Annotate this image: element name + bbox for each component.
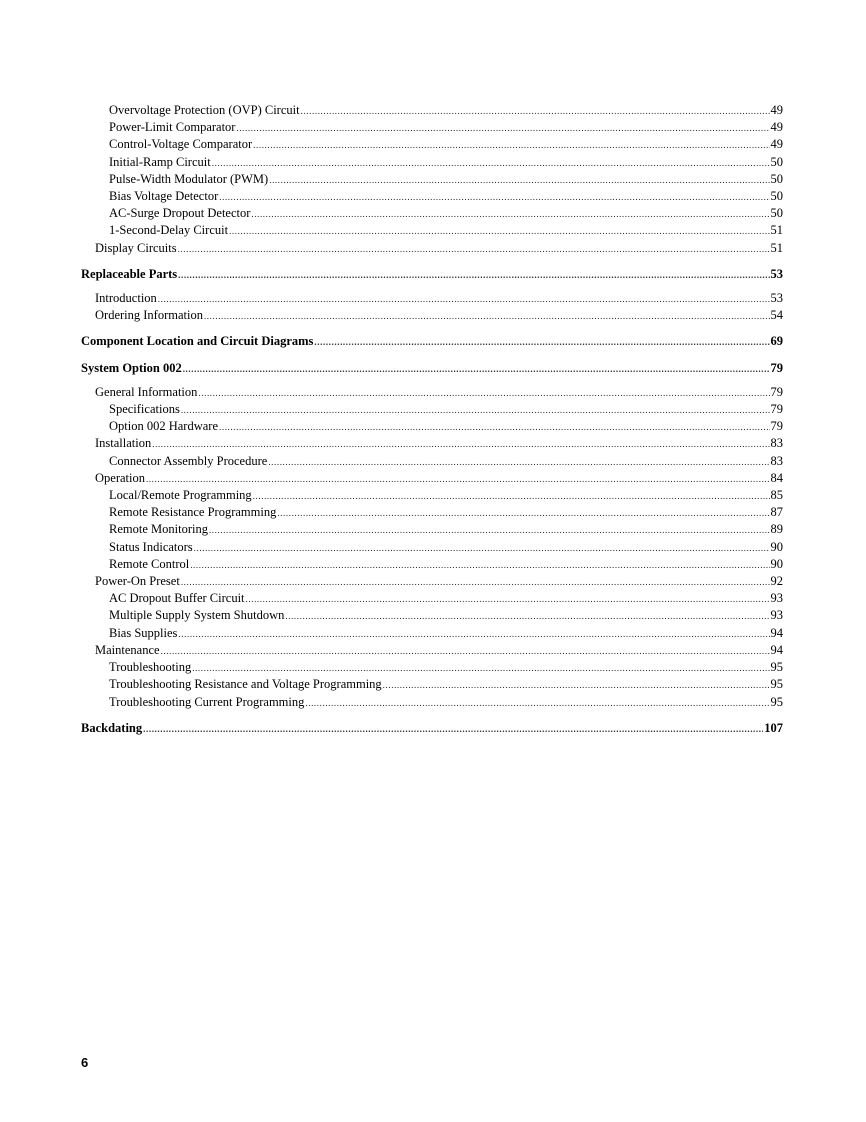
toc-entry-title: Control-Voltage Comparator xyxy=(109,137,253,152)
toc-entry-title: Power-On Preset xyxy=(95,574,180,589)
dot-leader xyxy=(204,308,770,324)
toc-entry-title: Power-Limit Comparator xyxy=(109,120,236,135)
toc-entry-title: Installation xyxy=(95,436,152,451)
toc-entry[interactable] xyxy=(81,642,783,659)
toc-entry-page: 107 xyxy=(764,720,783,735)
toc-entry-page: 95 xyxy=(770,660,783,675)
dot-leader xyxy=(143,721,763,737)
toc-entry[interactable] xyxy=(81,154,783,171)
toc-entry[interactable] xyxy=(81,607,783,624)
dot-leader xyxy=(253,488,770,504)
toc-entry-page: 93 xyxy=(770,591,783,606)
toc-entry-title: Operation xyxy=(95,470,145,485)
table-of-contents xyxy=(81,102,783,744)
dot-leader xyxy=(181,574,770,590)
toc-section-heading[interactable] xyxy=(81,720,783,737)
dot-leader xyxy=(192,660,769,676)
toc-entry[interactable] xyxy=(81,384,783,401)
toc-entry-page: 87 xyxy=(770,505,783,520)
toc-entry-title: Display Circuits xyxy=(95,240,177,255)
toc-entry-title: Bias Voltage Detector xyxy=(109,189,219,204)
dot-leader xyxy=(181,402,770,418)
toc-entry[interactable] xyxy=(81,470,783,487)
toc-entry[interactable] xyxy=(81,521,783,538)
toc-entry[interactable] xyxy=(81,222,783,239)
dot-leader xyxy=(178,626,769,642)
toc-entry-title: Option 002 Hardware xyxy=(109,419,218,434)
toc-section-heading[interactable] xyxy=(81,360,783,377)
toc-entry-title: Specifications xyxy=(109,402,180,417)
dot-leader xyxy=(209,522,770,538)
toc-entry[interactable] xyxy=(81,102,783,119)
toc-entry-title: Troubleshooting Current Programming xyxy=(109,694,305,709)
toc-entry-page: 79 xyxy=(770,384,783,399)
toc-entry-title: AC Dropout Buffer Circuit xyxy=(109,591,245,606)
toc-entry[interactable] xyxy=(81,188,783,205)
toc-entry-title: Pulse-Width Modulator (PWM) xyxy=(109,171,269,186)
toc-entry-page: 94 xyxy=(770,642,783,657)
toc-entry-page: 49 xyxy=(770,137,783,152)
toc-entry[interactable] xyxy=(81,573,783,590)
toc-entry-title: Ordering Information xyxy=(95,308,203,323)
toc-entry[interactable] xyxy=(81,435,783,452)
toc-entry-page: 83 xyxy=(770,436,783,451)
toc-entry-page: 93 xyxy=(770,608,783,623)
toc-entry-title: System Option 002 xyxy=(81,360,182,375)
toc-entry-page: 50 xyxy=(770,154,783,169)
toc-entry-title: General Information xyxy=(95,384,198,399)
dot-leader xyxy=(152,436,769,452)
toc-entry-page: 50 xyxy=(770,189,783,204)
dot-leader xyxy=(146,471,770,487)
toc-entry-page: 51 xyxy=(770,240,783,255)
toc-entry[interactable] xyxy=(81,676,783,693)
toc-entry-page: 79 xyxy=(770,402,783,417)
dot-leader xyxy=(212,155,770,171)
toc-entry-page: 90 xyxy=(770,539,783,554)
toc-entry-page: 84 xyxy=(770,470,783,485)
toc-entry[interactable] xyxy=(81,418,783,435)
toc-entry[interactable] xyxy=(81,504,783,521)
toc-entry-title: Troubleshooting xyxy=(109,660,192,675)
toc-entry-page: 69 xyxy=(770,334,783,349)
toc-entry-title: Connector Assembly Procedure xyxy=(109,453,268,468)
toc-entry[interactable] xyxy=(81,625,783,642)
dot-leader xyxy=(178,267,769,283)
toc-entry-page: 92 xyxy=(770,574,783,589)
toc-entry-title: Remote Resistance Programming xyxy=(109,505,277,520)
toc-entry-title: Remote Monitoring xyxy=(109,522,208,537)
toc-entry-title: Multiple Supply System Shutdown xyxy=(109,608,285,623)
toc-entry-title: Maintenance xyxy=(95,642,160,657)
toc-entry-page: 95 xyxy=(770,677,783,692)
toc-entry[interactable] xyxy=(81,401,783,418)
dot-leader xyxy=(219,419,770,435)
toc-entry-title: AC-Surge Dropout Detector xyxy=(109,206,251,221)
toc-entry-page: 53 xyxy=(770,266,783,281)
toc-entry-page: 53 xyxy=(770,291,783,306)
toc-entry[interactable] xyxy=(81,539,783,556)
toc-entry[interactable] xyxy=(81,205,783,222)
toc-entry[interactable] xyxy=(81,590,783,607)
toc-entry-title: Overvoltage Protection (OVP) Circuit xyxy=(109,103,300,117)
toc-entry-title: Component Location and Circuit Diagrams xyxy=(81,334,314,349)
toc-entry[interactable] xyxy=(81,240,783,257)
toc-entry[interactable] xyxy=(81,487,783,504)
dot-leader xyxy=(161,643,770,659)
dot-leader xyxy=(253,137,769,153)
toc-entry-page: 79 xyxy=(770,419,783,434)
toc-entry-page: 54 xyxy=(770,308,783,323)
dot-leader xyxy=(178,241,770,257)
toc-entry-page: 85 xyxy=(770,488,783,503)
dot-leader xyxy=(198,385,769,401)
toc-entry-page: 83 xyxy=(770,453,783,468)
dot-leader xyxy=(183,361,770,377)
toc-entry[interactable] xyxy=(81,290,783,307)
dot-leader xyxy=(229,223,769,239)
toc-entry-page: 50 xyxy=(770,171,783,186)
dot-leader xyxy=(219,189,769,205)
toc-entry[interactable] xyxy=(81,659,783,676)
dot-leader xyxy=(305,695,769,711)
toc-entry-title: Introduction xyxy=(95,291,157,306)
toc-entry-page: 51 xyxy=(770,223,783,238)
toc-entry-title: Replaceable Parts xyxy=(81,266,178,281)
dot-leader xyxy=(158,291,770,307)
toc-entry-title: Troubleshooting Resistance and Voltage Programming xyxy=(109,677,382,692)
toc-entry[interactable] xyxy=(81,453,783,470)
dot-leader xyxy=(277,505,769,521)
toc-entry-page: 50 xyxy=(770,206,783,221)
toc-entry-title: Local/Remote Programming xyxy=(109,488,252,503)
dot-leader xyxy=(301,103,770,119)
dot-leader xyxy=(269,172,769,188)
dot-leader xyxy=(190,557,769,573)
page-number: 6 xyxy=(81,1055,89,1070)
toc-entry-page: 89 xyxy=(770,522,783,537)
toc-entry-page: 95 xyxy=(770,694,783,709)
toc-entry-title: Remote Control xyxy=(109,556,190,571)
dot-leader xyxy=(194,540,770,556)
toc-entry[interactable] xyxy=(81,694,783,711)
toc-entry-title: Backdating xyxy=(81,720,143,735)
toc-entry[interactable] xyxy=(81,136,783,153)
dot-leader xyxy=(246,591,770,607)
dot-leader xyxy=(383,677,770,693)
dot-leader xyxy=(285,608,769,624)
dot-leader xyxy=(268,454,769,470)
toc-entry-title: Status Indicators xyxy=(109,539,193,554)
toc-entry-page: 49 xyxy=(770,120,783,135)
dot-leader xyxy=(236,120,769,136)
toc-entry[interactable] xyxy=(81,307,783,324)
toc-entry-title: Bias Supplies xyxy=(109,625,178,640)
toc-section-heading[interactable] xyxy=(81,333,783,350)
toc-entry[interactable] xyxy=(81,119,783,136)
toc-section-heading[interactable] xyxy=(81,266,783,283)
toc-entry-title: 1-Second-Delay Circuit xyxy=(109,223,229,238)
toc-entry-page: 90 xyxy=(770,556,783,571)
toc-entry[interactable] xyxy=(81,556,783,573)
toc-entry-page: 94 xyxy=(770,625,783,640)
dot-leader xyxy=(314,334,769,350)
dot-leader xyxy=(251,206,769,222)
toc-entry-page: 79 xyxy=(770,360,783,375)
toc-entry[interactable] xyxy=(81,171,783,188)
toc-entry-page: 49 xyxy=(770,103,783,117)
toc-entry-title: Initial-Ramp Circuit xyxy=(109,154,211,169)
